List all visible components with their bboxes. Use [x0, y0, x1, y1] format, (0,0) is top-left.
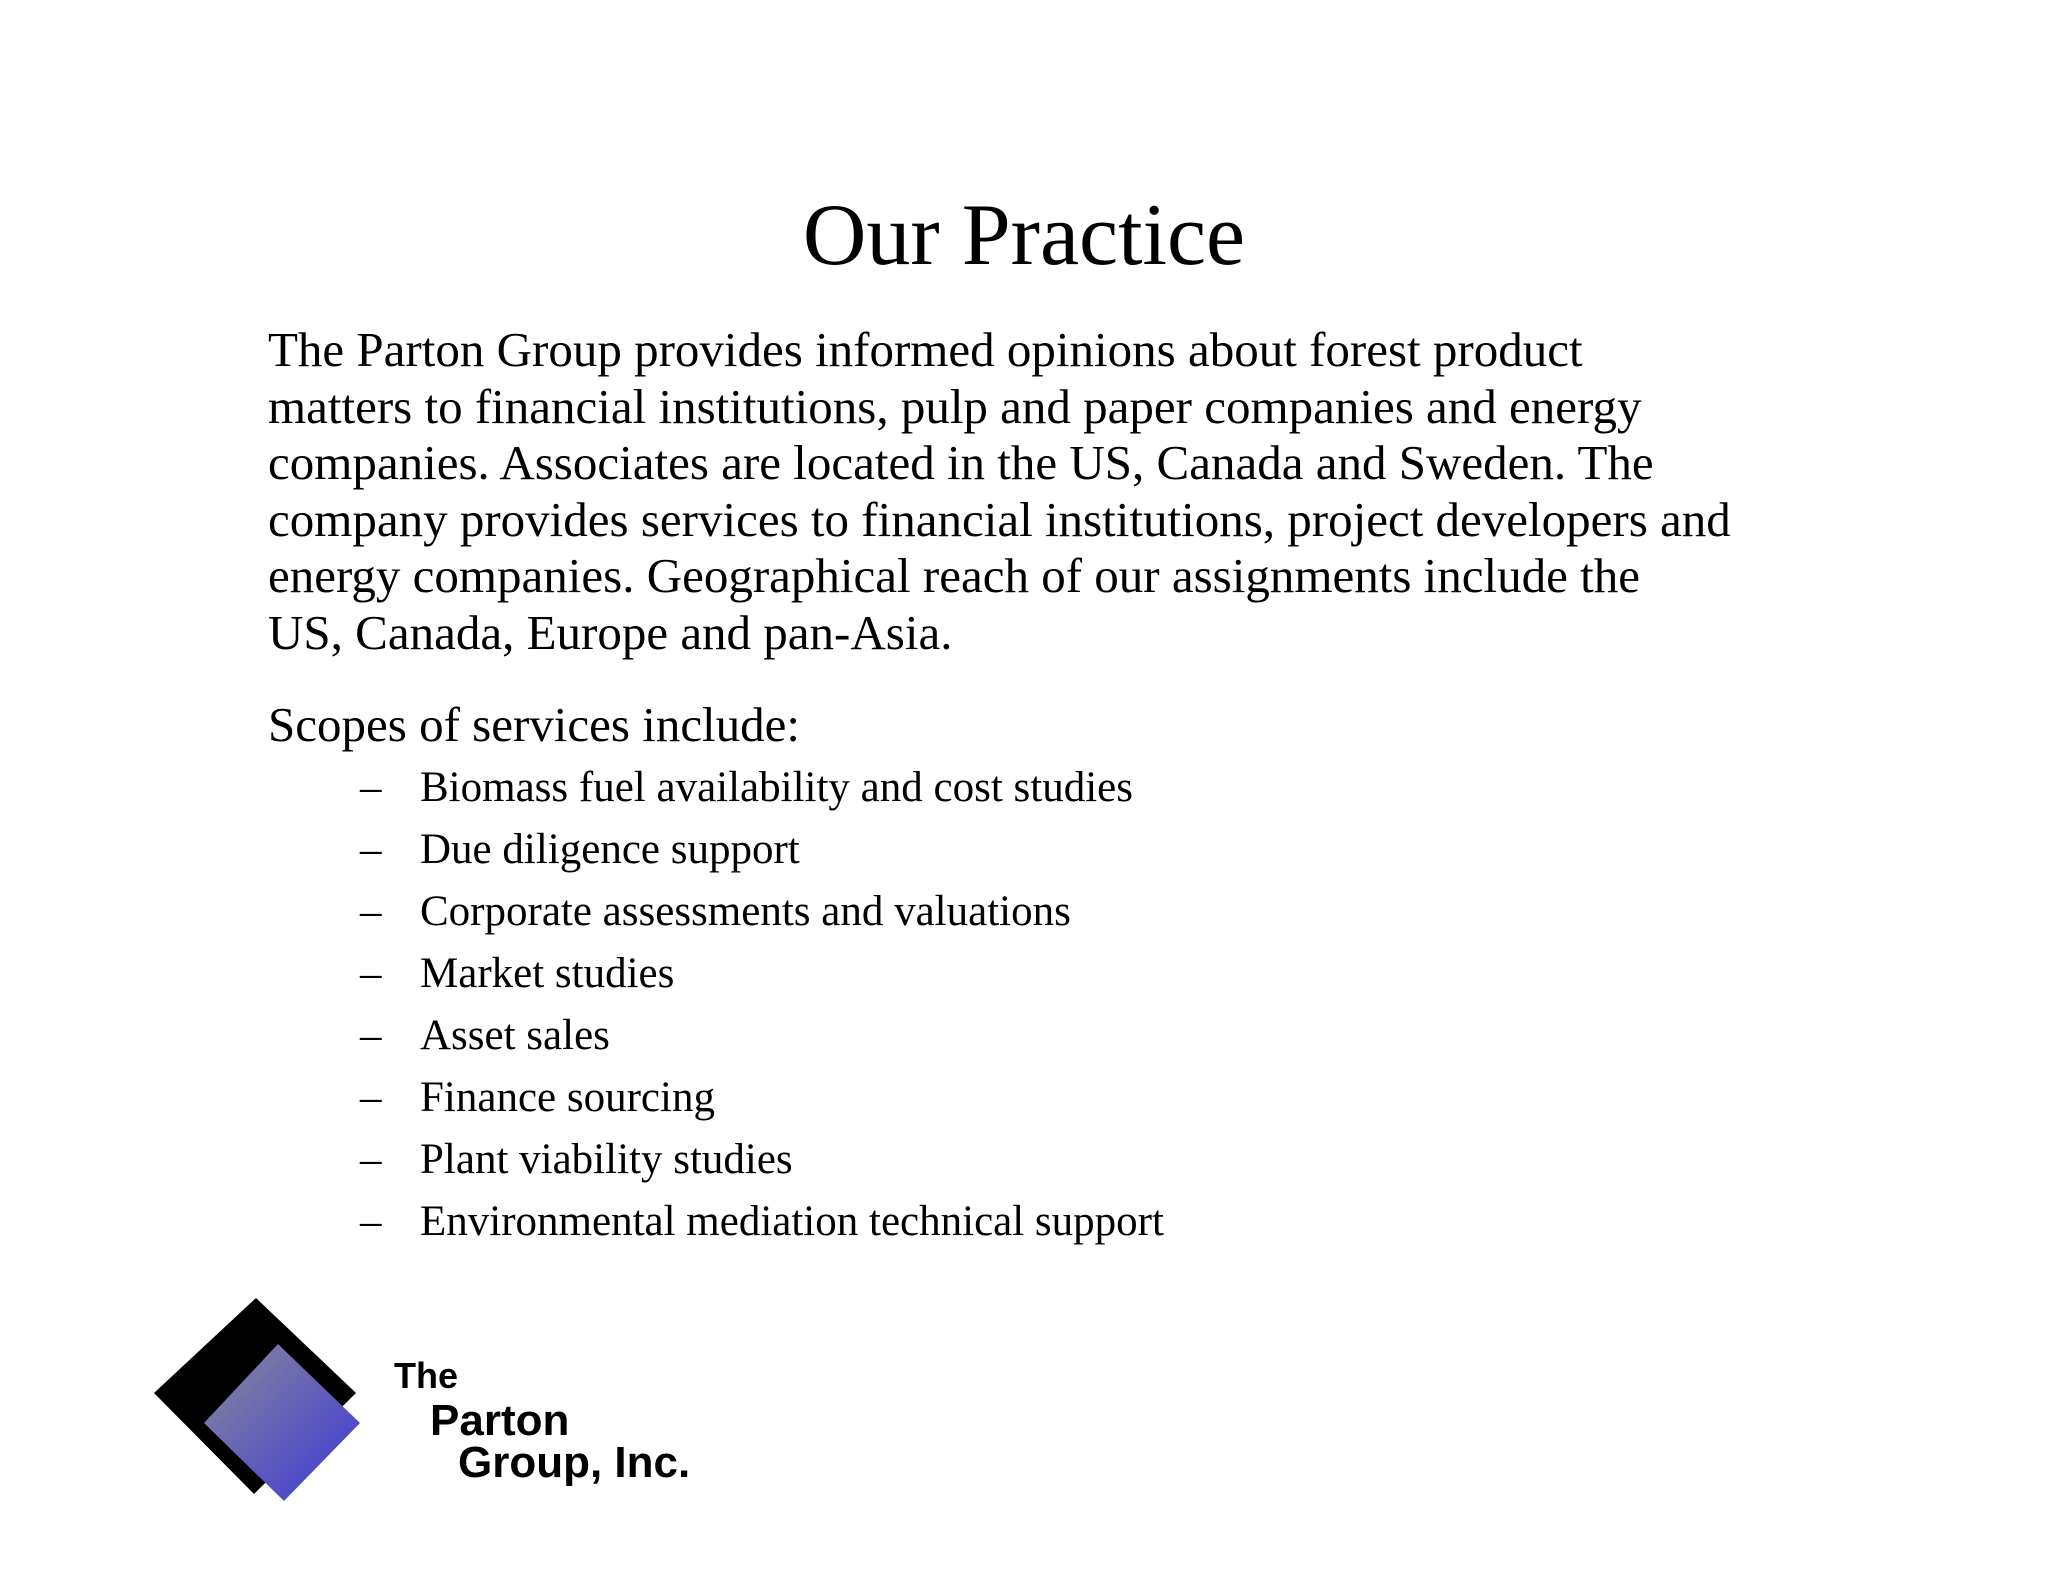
list-item	[268, 1067, 1888, 1129]
list-item-label: Market studies	[420, 950, 675, 997]
list-item	[268, 943, 1888, 1005]
list-item-label: Due diligence support	[420, 826, 800, 873]
paragraph-line: The Parton Group provides informed opinions about forest product	[268, 322, 1583, 377]
logo-text-group: Group, Inc.	[458, 1438, 691, 1487]
bullet-dash: –	[360, 1136, 382, 1183]
scopes-heading: Scopes of services include:	[268, 697, 801, 752]
logo-text-the: The	[394, 1355, 459, 1396]
paragraph-line: energy companies. Geographical reach of our assignments include the	[268, 548, 1640, 603]
scopes-list	[268, 757, 1888, 1253]
logo-text-parton: Parton	[430, 1396, 570, 1445]
list-item-label: Finance sourcing	[420, 1074, 715, 1121]
slide-body	[268, 322, 1888, 1253]
bullet-dash: –	[360, 1198, 382, 1245]
list-item-label: Plant viability studies	[420, 1136, 793, 1183]
list-item	[268, 881, 1888, 943]
paragraph-line: US, Canada, Europe and pan-Asia.	[268, 604, 953, 660]
paragraph-line: matters to financial institutions, pulp and paper companies and energy	[268, 378, 1642, 434]
list-item-label: Corporate assessments and valuations	[420, 888, 1071, 935]
list-item	[268, 757, 1888, 819]
list-item-label: Biomass fuel availability and cost studies	[420, 764, 1133, 811]
bullet-dash: –	[360, 950, 382, 997]
list-item	[268, 1191, 1888, 1253]
list-item-label: Asset sales	[420, 1012, 610, 1059]
intro-paragraph	[268, 322, 1888, 661]
paragraph-line: companies. Associates are located in the US, Canada and Sweden. The	[268, 435, 1654, 490]
bullet-dash: –	[360, 1012, 382, 1059]
list-item	[268, 1005, 1888, 1067]
paragraph-line: company provides services to financial institutions, project developers and	[268, 491, 1731, 547]
diamond-logo-icon	[150, 1298, 370, 1518]
list-item-label: Environmental mediation technical support	[420, 1198, 1164, 1245]
bullet-dash: –	[360, 1074, 382, 1121]
bullet-dash: –	[360, 826, 382, 873]
bullet-dash: –	[360, 888, 382, 935]
list-item	[268, 819, 1888, 881]
bullet-dash: –	[360, 764, 382, 811]
company-logo	[150, 1298, 710, 1518]
slide-title: Our Practice	[802, 187, 1246, 284]
list-item	[268, 1129, 1888, 1191]
